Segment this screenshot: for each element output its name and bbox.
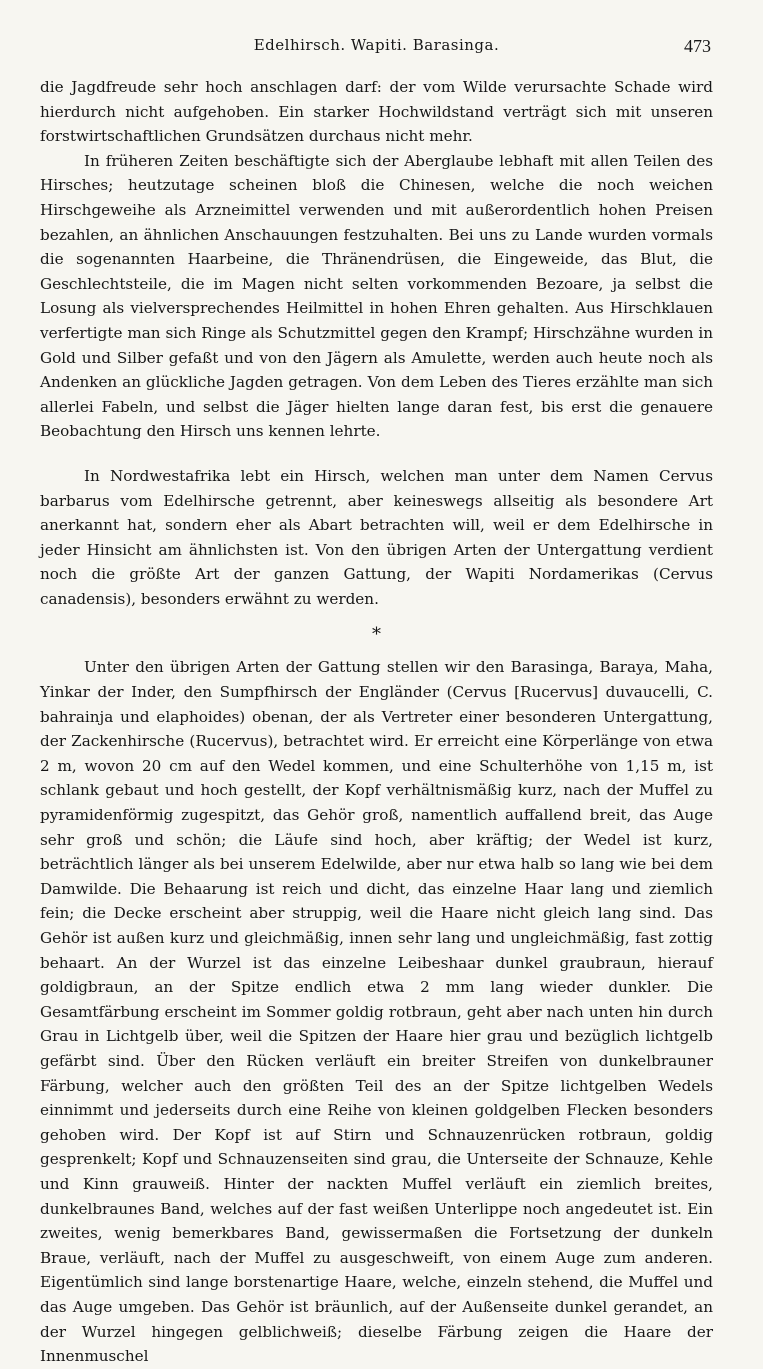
paragraph-barasinga: Unter den übrigen Arten der Gattung stellen wir den Barasinga, Baraya, Maha, Yinkar der Inder, den Sumpfhirsch der Engländer (Cervus [Rucervus] duvaucelli, C. bahrainja und elaphoides) obenan, der als Vertreter einer besonderen Untergattung, der Zackenhirsche (Rucervus), betrachtet wird. Er erreicht eine Körperlänge von etwa 2 m, wovon 20 cm auf den Wedel kommen, und eine Schulterhöhe von 1,15 m, ist schlank gebaut und hoch gestellt, der Kopf verhältnismäßig kurz, nach der Muffel zu pyramidenförmig zugespitzt, das Gehör groß, namentlich auffallend breit, das Auge sehr groß und schön; die Läufe sind hoch, aber kräftig; der Wedel ist kurz, beträchtlich länger als bei unserem Edelwilde, aber nur etwa halb so lang wie bei dem Damwilde. Die Behaarung ist reich und dicht, das einzelne Haar lang und ziemlich fein; die Decke erscheint aber struppig, weil die Haare nicht gleich lang sind. Das Gehör ist außen kurz und gleichmäßig, innen sehr lang und ungleichmäßig, fast zottig behaart. An der Wurzel ist das einzelne Leibeshaar dunkel graubraun, hierauf goldigbraun, an der Spitze endlich etwa 2 mm lang wieder dunkler. Die Gesamtfärbung erscheint im Sommer goldig rotbraun, geht aber nach unten hin durch Grau in Lichtgelb über, weil die Spitzen der Haare hier grau und bezüglich lichtgelb gefärbt sind. Über den Rücken verläuft ein breiter Streifen von dunkelbrauner Färbung, welcher auch den größten Teil des an der Spitze lichtgelben Wedels einnimmt und jederseits durch eine Reihe von kleinen goldgelben Flecken besonders gehoben wird. Der Kopf ist auf Stirn und Schnauzenrücken rotbraun, goldig gesprenkelt; Kopf und Schnauzenseiten sind grau, die Unterseite der Schnauze, Kehle und Kinn grauweiß. Hinter der nackten Muffel verläuft ein ziemlich breites, dunkelbraunes Band, welches auf der fast weißen Unterlippe noch angedeutet ist. Ein zweites, wenig bemerkbares Band, gewissermaßen die Fortsetzung der dunkeln Braue, verläuft, nach der Muffel zu ausgeschweift, von einem Auge zum anderen. Eigentümlich sind lange borstenartige Haare, welche, einzeln stehend, die Muffel und das Auge umgeben. Das Gehör ist bräunlich, auf der Außenseite dunkel gerandet, an der Wurzel hingegen gelblichweiß; dieselbe Färbung zeigen die Haare der Innenmuschel [40, 658, 713, 1366]
page-number: 473 [684, 36, 711, 56]
page-body [40, 75, 713, 1369]
running-title: Edelhirsch. Wapiti. Barasinga. [253, 36, 500, 54]
paragraph-superstition: In früheren Zeiten beschäftigte sich der Aberglaube lebhaft mit allen Teilen des Hirsches; heutzutage scheinen bloß die Chinesen, welche die noch weichen Hirschgeweihe als Arzneimittel verwenden und mit außerordentlich hohen Preisen bezahlen, an ähnlichen Anschauungen festzuhalten. Bei uns zu Lande wurden vormals die sogenannten Haarbeine, die Thränendrüsen, die Eingeweide, das Blut, die Geschlechtsteile, die im Magen nicht selten vorkommenden Bezoare, ja selbst die Losung als vielversprechendes Heilmittel in hohen Ehren gehalten. Aus Hirschklauen verfertigte man sich Ringe als Schutzmittel gegen den Krampf; Hirschzähne wurden in Gold und Silber gefaßt und von den Jägern als Amulette, werden auch heute noch als Andenken an glückliche Jagden getragen. Von dem Leben des Tieres erzählte man sich allerlei Fabeln, und selbst die Jäger hielten lange daran fest, bis erst die genauere Beobachtung den Hirsch uns kennen lehrte. [40, 151, 713, 441]
page-header [42, 36, 711, 64]
paragraph-continuation: die Jagdfreude sehr hoch anschlagen darf: der vom Wilde verursachte Schade wird hierdurch nicht aufgehoben. Ein starker Hochwildstand verträgt sich mit unseren forstwirtschaftlichen Grundsätzen durchaus nicht mehr. [40, 78, 713, 146]
section-separator: * [372, 624, 381, 646]
paragraph-cervus-barbarus: In Nordwestafrika lebt ein Hirsch, welchen man unter dem Namen Cervus barbarus vom Edelhirsche getrennt, aber keineswegs allseitig als besondere Art anerkannt hat, sondern eher als Abart betrachten will, weil er dem Edelhirsche in jeder Hinsicht am ähnlichsten ist. Von den übrigen Arten der Untergattung verdient noch die größte Art der ganzen Gattung, der Wapiti Nordamerikas (Cervus canadensis), besonders erwähnt zu werden. [40, 466, 713, 608]
